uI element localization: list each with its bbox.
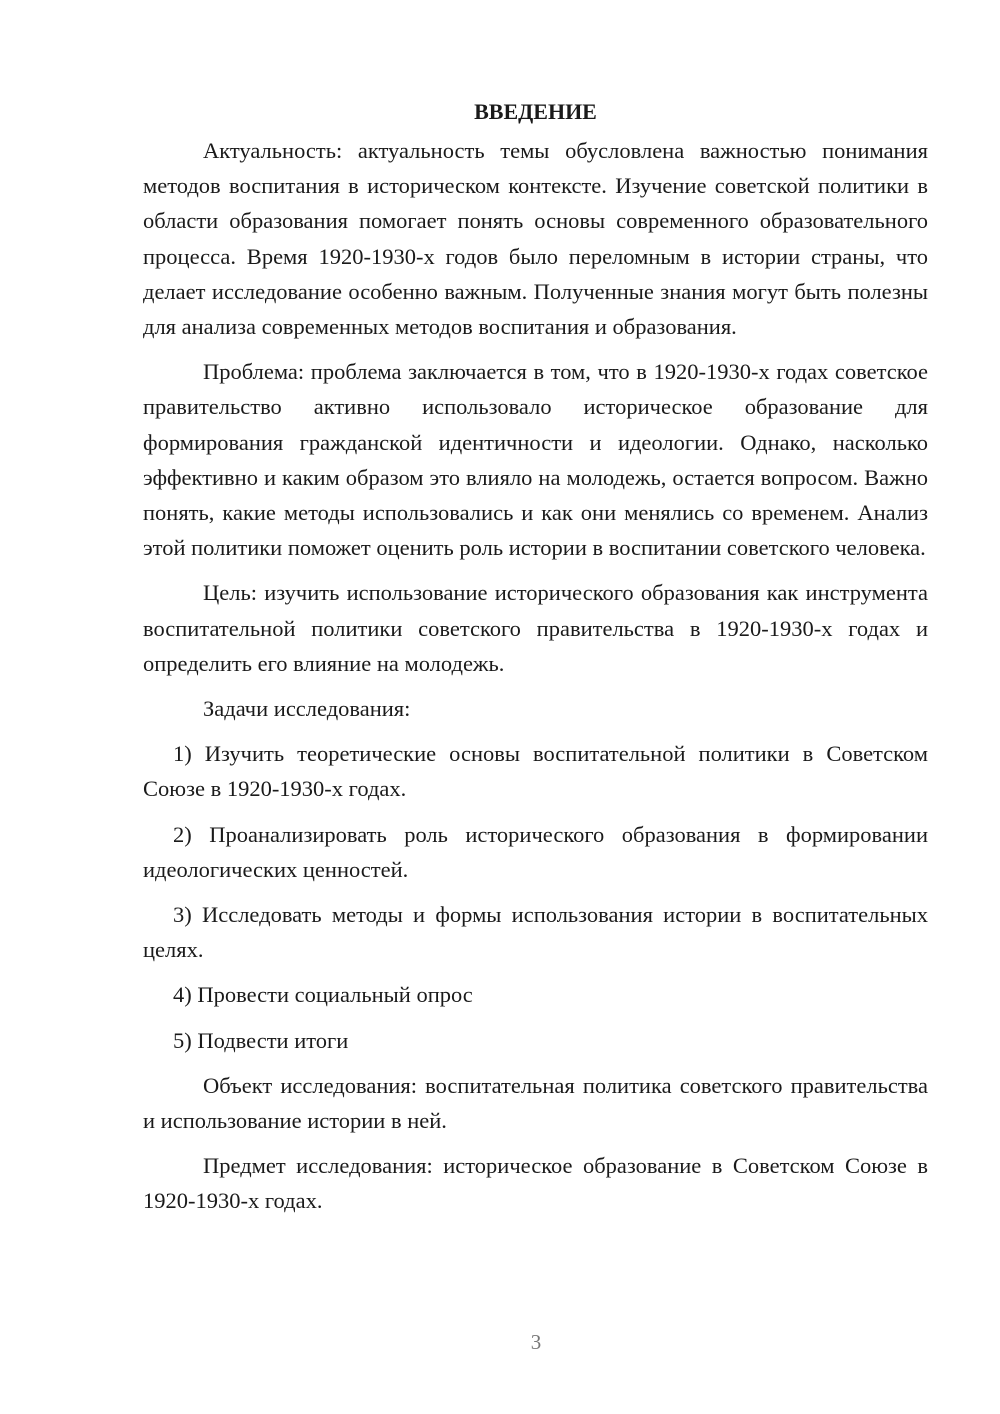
task-item-2: 2) Проанализировать роль исторического образования в формировании идеологических ценностей.	[143, 821, 928, 882]
paragraph-subject: Предмет исследования: историческое образование в Советском Союзе в 1920-1930-х годах.	[143, 1153, 928, 1214]
document-page	[143, 95, 928, 1219]
task-item-3: 3) Исследовать методы и формы использования истории в воспитательных целях.	[143, 902, 928, 963]
paragraph-problem: Проблема: проблема заключается в том, что в 1920-1930-х годах советское правительство активно использовало историческое образование для формирования гражданской идентичности и идеологии. Однако, насколько эффективно и каким образом это влияло на молодежь, остается вопросом. Важно понять, какие методы использовались и как они менялись со временем. Анализ этой политики поможет оценить роль истории в воспитании советского человека.	[143, 359, 928, 561]
task-item-4: 4) Провести социальный опрос	[173, 982, 473, 1008]
tasks-heading: Задачи исследования:	[203, 696, 411, 722]
page-number: 3	[530, 1330, 542, 1354]
paragraph-object: Объект исследования: воспитательная политика советского правительства и использование истории в ней.	[143, 1072, 928, 1134]
paragraph-relevance: Актуальность: актуальность темы обусловлена важностью понимания методов воспитания в историческом контексте. Изучение советской политики в области образования помогает понять основы современного образовательного процесса. Время 1920-1930-х годов было переломным в истории страны, что делает исследование особенно важным. Полученные знания могут быть полезны для анализа современных методов воспитания и образования.	[143, 138, 928, 340]
paragraph-goal: Цель: изучить использование исторического образования как инструмента воспитательной политики советского правительства в 1920-1930-х годах и определить его влияние на молодежь.	[143, 580, 928, 676]
task-item-5: 5) Подвести итоги	[173, 1027, 349, 1053]
task-item-1: 1) Изучить теоретические основы воспитательной политики в Советском Союзе в 1920-1930-х годах.	[143, 741, 928, 802]
section-title: ВВЕДЕНИЕ	[474, 99, 597, 124]
